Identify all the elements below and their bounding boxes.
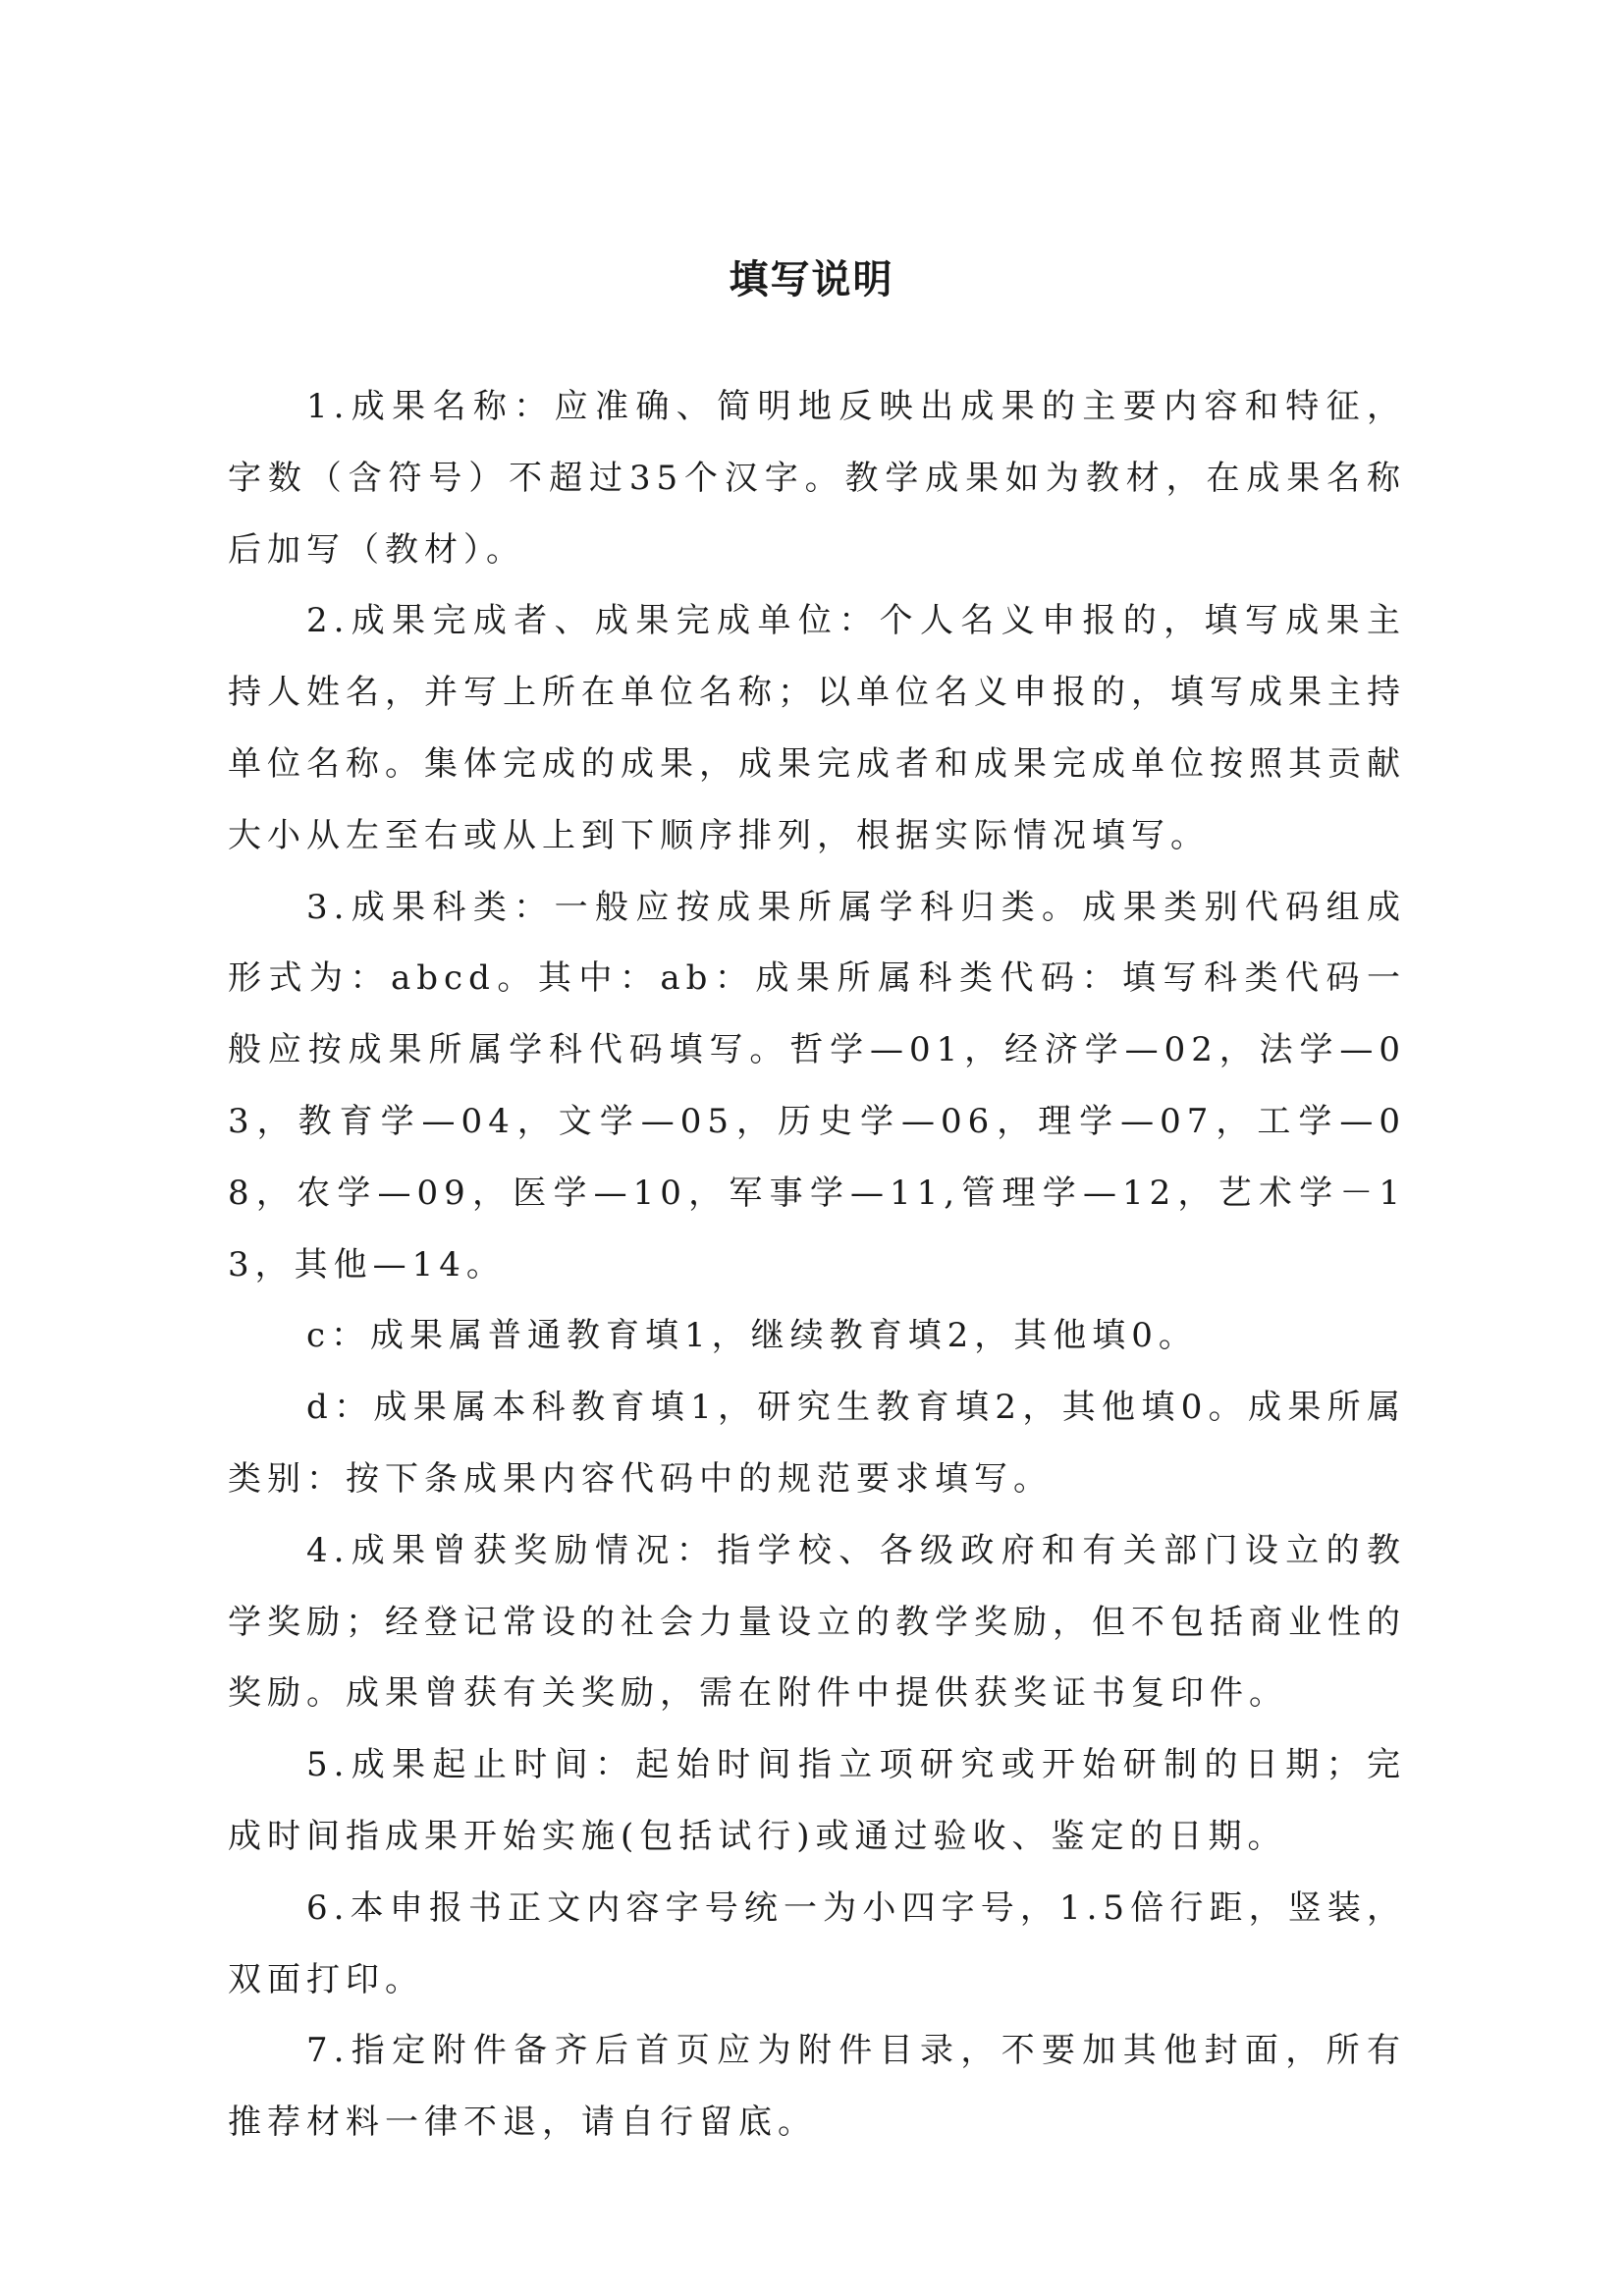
instruction-item-code-c: c：成果属普通教育填1，继续教育填2，其他填0。 [306,1316,1198,1356]
instruction-item-period: 5.成果起止时间：起始时间指立项研究或开始研制的日期；完成时间指成果开始实施(包括试行)或通过验收、鉴定的日期。 [228,1745,1406,1856]
instruction-item-completers: 2.成果完成者、成果完成单位：个人名义申报的，填写成果主持人姓名，并写上所在单位名称；以单位名义申报的，填写成果主持单位名称。集体完成的成果，成果完成者和成果完成单位按照其贡献大小从左至右或从上到下顺序排列，根据实际情况填写。 [228,601,1406,855]
instruction-item-category: 3.成果科类：一般应按成果所属学科归类。成果类别代码组成形式为：abcd。其中：ab：成果所属科类代码：填写科类代码一般应按成果所属学科代码填写。哲学—01，经济学—02，法学—03，教育学—04，文学—05，历史学—06，理学—07，工学—08，农学—09，医学—10，军事学—11,管理学—12，艺术学－13，其他—14。 [228,887,1406,1285]
page-title: 填写说明 [729,257,894,302]
instructions-body [228,371,1406,2159]
instruction-item-code-d: d：成果属本科教育填1，研究生教育填2，其他填0。成果所属类别：按下条成果内容代码中的规范要求填写。 [228,1388,1406,1499]
instruction-item-format: 6.本申报书正文内容字号统一为小四字号，1.5倍行距，竖装，双面打印。 [228,1887,1406,1999]
instruction-item-awards: 4.成果曾获奖励情况：指学校、各级政府和有关部门设立的教学奖励；经登记常设的社会力量设立的教学奖励，但不包括商业性的奖励。成果曾获有关奖励，需在附件中提供获奖证书复印件。 [228,1530,1406,1714]
instruction-item-name: 1.成果名称：应准确、简明地反映出成果的主要内容和特征，字数（含符号）不超过35个汉字。教学成果如为教材，在成果名称后加写（教材）。 [228,387,1406,570]
instruction-item-attachments: 7.指定附件备齐后首页应为附件目录，不要加其他封面，所有推荐材料一律不退，请自行留底。 [228,2031,1406,2143]
